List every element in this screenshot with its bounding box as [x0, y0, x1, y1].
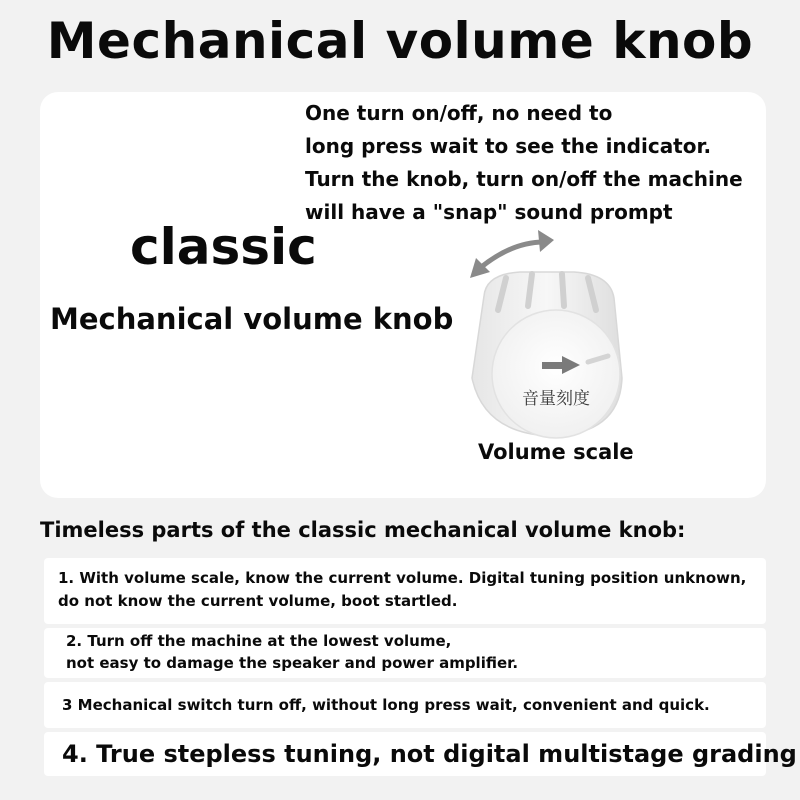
description-line: will have a "snap" sound prompt — [305, 200, 673, 224]
page-title: Mechanical volume knob — [46, 12, 754, 70]
feature-item — [44, 732, 797, 776]
rotate-arrow-icon — [470, 230, 554, 278]
feature-line: 3 Mechanical switch turn off, without long press wait, convenient and quick. — [62, 696, 710, 714]
feature-line: 4. True stepless tuning, not digital multistage grading — [62, 740, 797, 768]
feature-item — [44, 558, 766, 624]
feature-line: not easy to damage the speaker and power amplifier. — [66, 654, 519, 672]
knob-subtitle: Mechanical volume knob — [50, 302, 454, 336]
knob-face-text: 音量刻度 — [522, 389, 590, 409]
feature-line: do not know the current volume, boot startled. — [58, 592, 458, 610]
volume-scale-caption: Volume scale — [478, 440, 634, 464]
knob-description — [305, 97, 785, 229]
feature-item — [44, 628, 766, 678]
feature-line: 2. Turn off the machine at the lowest volume, — [66, 632, 452, 650]
description-line: long press wait to see the indicator. — [305, 134, 712, 158]
classic-label: classic — [130, 218, 317, 276]
feature-item — [44, 682, 766, 728]
knob-face — [492, 310, 620, 438]
description-line: One turn on/off, no need to — [305, 101, 613, 125]
description-line: Turn the knob, turn on/off the machine — [305, 167, 743, 191]
features-heading: Timeless parts of the classic mechanical volume knob: — [40, 518, 686, 542]
volume-knob-illustration — [462, 228, 632, 444]
feature-line: 1. With volume scale, know the current volume. Digital tuning position unknown, — [58, 569, 747, 587]
